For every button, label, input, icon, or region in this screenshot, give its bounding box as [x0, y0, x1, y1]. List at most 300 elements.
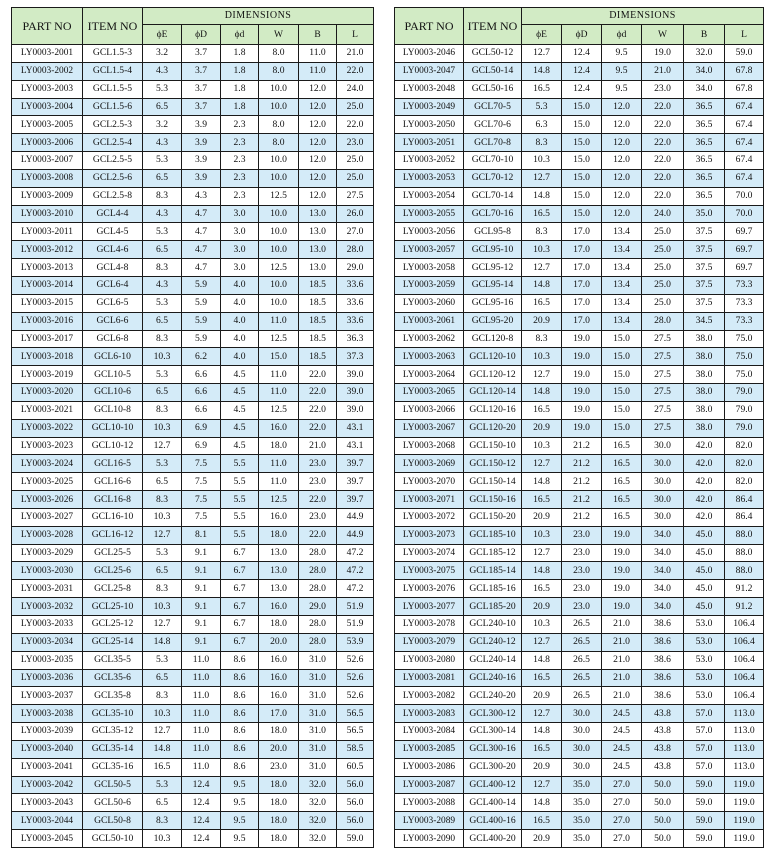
dim-d-inner-cell: 16.5 [602, 491, 642, 509]
table-row [395, 366, 764, 384]
dim-e-cell: 5.3 [143, 455, 182, 473]
dim-w-cell: 50.0 [642, 812, 684, 830]
dim-b-cell: 13.0 [299, 223, 337, 241]
dim-d-inner-cell: 9.5 [221, 794, 259, 812]
dim-l-cell: 67.4 [725, 116, 764, 134]
item-no-cell: GCL50-12 [464, 45, 522, 63]
dim-w-cell: 16.0 [259, 598, 299, 616]
dim-w-cell: 8.0 [259, 134, 299, 152]
dim-l-cell: 79.0 [725, 384, 764, 402]
part-no-cell: LY0003-2029 [12, 544, 83, 562]
dim-e-cell: 20.9 [522, 598, 562, 616]
dim-d-outer-cell: 15.0 [562, 116, 602, 134]
dim-l-cell: 44.9 [337, 508, 374, 526]
dim-w-cell: 50.0 [642, 830, 684, 848]
part-no-cell: LY0003-2025 [12, 473, 83, 491]
dim-b-cell: 42.0 [684, 455, 725, 473]
part-no-cell: LY0003-2065 [395, 384, 464, 402]
dim-d-inner-cell: 24.5 [602, 705, 642, 723]
dim-d-inner-cell: 19.0 [602, 598, 642, 616]
dim-e-cell: 5.3 [143, 152, 182, 170]
dim-d-outer-cell: 4.3 [182, 187, 221, 205]
dim-b-cell: 37.5 [684, 223, 725, 241]
dim-d-inner-cell: 6.7 [221, 544, 259, 562]
dim-b-cell: 12.0 [299, 187, 337, 205]
dim-d-outer-cell: 19.0 [562, 384, 602, 402]
part-no-cell: LY0003-2070 [395, 473, 464, 491]
dim-d-outer-cell: 3.9 [182, 169, 221, 187]
table-row [395, 473, 764, 491]
dim-d-outer-cell: 7.5 [182, 491, 221, 509]
dim-l-cell: 119.0 [725, 830, 764, 848]
dim-l-cell: 56.5 [337, 705, 374, 723]
part-no-cell: LY0003-2013 [12, 259, 83, 277]
dim-e-cell: 8.3 [143, 259, 182, 277]
dim-e-cell: 12.7 [522, 544, 562, 562]
part-no-cell: LY0003-2074 [395, 544, 464, 562]
dim-b-cell: 36.5 [684, 134, 725, 152]
dim-l-cell: 27.5 [337, 187, 374, 205]
dim-l-cell: 39.7 [337, 491, 374, 509]
dim-w-cell: 25.0 [642, 294, 684, 312]
dim-w-cell: 25.0 [642, 276, 684, 294]
table-row [395, 241, 764, 259]
dim-w-cell: 27.5 [642, 384, 684, 402]
dim-d-outer-cell: 15.0 [562, 187, 602, 205]
dim-w-cell: 34.0 [642, 580, 684, 598]
dim-d-outer-cell: 19.0 [562, 401, 602, 419]
dim-w-cell: 12.5 [259, 491, 299, 509]
dim-e-cell: 20.9 [522, 687, 562, 705]
part-no-cell: LY0003-2036 [12, 669, 83, 687]
dim-e-cell: 12.7 [522, 776, 562, 794]
item-no-cell: GCL150-10 [464, 437, 522, 455]
item-no-cell: GCL6-6 [83, 312, 143, 330]
dim-d-outer-cell: 4.7 [182, 241, 221, 259]
dim-d-outer-cell: 4.7 [182, 223, 221, 241]
dim-d-outer-cell: 11.0 [182, 723, 221, 741]
dim-e-cell: 14.8 [522, 723, 562, 741]
dim-w-cell: 11.0 [259, 366, 299, 384]
dim-w-cell: 18.0 [259, 723, 299, 741]
part-no-cell: LY0003-2017 [12, 330, 83, 348]
part-no-cell: LY0003-2009 [12, 187, 83, 205]
dim-e-cell: 12.7 [143, 526, 182, 544]
table-row [395, 544, 764, 562]
part-no-cell: LY0003-2038 [12, 705, 83, 723]
item-no-cell: GCL70-8 [464, 134, 522, 152]
dim-w-cell: 38.6 [642, 616, 684, 634]
dim-w-cell: 8.0 [259, 45, 299, 63]
table-row [12, 562, 374, 580]
part-no-cell: LY0003-2050 [395, 116, 464, 134]
dim-b-cell: 35.0 [684, 205, 725, 223]
part-no-cell: LY0003-2004 [12, 98, 83, 116]
dim-d-inner-cell: 24.5 [602, 758, 642, 776]
dim-d-outer-cell: 23.0 [562, 562, 602, 580]
dim-d-outer-cell: 21.2 [562, 473, 602, 491]
dim-d-inner-cell: 15.0 [602, 401, 642, 419]
dim-d-outer-cell: 3.9 [182, 116, 221, 134]
dim-b-cell: 38.0 [684, 366, 725, 384]
dim-d-outer-cell: 12.4 [182, 812, 221, 830]
dim-d-outer-cell: 9.1 [182, 580, 221, 598]
dim-b-cell: 22.0 [299, 384, 337, 402]
dim-w-cell: 27.5 [642, 366, 684, 384]
dim-e-cell: 5.3 [143, 294, 182, 312]
dim-e-cell: 14.8 [522, 384, 562, 402]
dim-l-cell: 69.7 [725, 241, 764, 259]
table-row [395, 205, 764, 223]
part-no-cell: LY0003-2066 [395, 401, 464, 419]
dim-w-cell: 50.0 [642, 776, 684, 794]
header-col-b: B [684, 25, 725, 45]
dim-e-cell: 5.3 [143, 80, 182, 98]
table-row [12, 616, 374, 634]
part-no-cell: LY0003-2061 [395, 312, 464, 330]
dim-d-inner-cell: 9.5 [221, 830, 259, 848]
dim-b-cell: 59.0 [684, 794, 725, 812]
item-no-cell: GCL16-12 [83, 526, 143, 544]
dim-d-inner-cell: 13.4 [602, 241, 642, 259]
dim-d-inner-cell: 19.0 [602, 580, 642, 598]
dim-d-outer-cell: 9.1 [182, 544, 221, 562]
dim-b-cell: 23.0 [299, 455, 337, 473]
part-no-cell: LY0003-2078 [395, 616, 464, 634]
part-no-cell: LY0003-2085 [395, 740, 464, 758]
dim-d-outer-cell: 11.0 [182, 669, 221, 687]
table-row [395, 134, 764, 152]
dim-e-cell: 5.3 [522, 98, 562, 116]
item-no-cell: GCL400-16 [464, 812, 522, 830]
item-no-cell: GCL240-20 [464, 687, 522, 705]
table-row [12, 187, 374, 205]
dim-b-cell: 34.5 [684, 312, 725, 330]
dim-l-cell: 58.5 [337, 740, 374, 758]
dim-b-cell: 53.0 [684, 633, 725, 651]
item-no-cell: GCL240-14 [464, 651, 522, 669]
dim-w-cell: 18.0 [259, 812, 299, 830]
item-no-cell: GCL10-6 [83, 384, 143, 402]
table-row [12, 544, 374, 562]
dim-b-cell: 28.0 [299, 544, 337, 562]
dim-w-cell: 27.5 [642, 401, 684, 419]
dim-d-inner-cell: 3.0 [221, 205, 259, 223]
dim-d-inner-cell: 21.0 [602, 669, 642, 687]
dim-w-cell: 18.0 [259, 616, 299, 634]
spec-sheet [11, 7, 763, 844]
dim-b-cell: 45.0 [684, 598, 725, 616]
dim-d-outer-cell: 5.9 [182, 312, 221, 330]
item-no-cell: GCL4-5 [83, 223, 143, 241]
dim-d-outer-cell: 3.7 [182, 62, 221, 80]
table-row [395, 276, 764, 294]
dim-l-cell: 43.1 [337, 437, 374, 455]
header-col-d-inner: ϕd [221, 25, 259, 45]
dim-b-cell: 45.0 [684, 526, 725, 544]
dim-e-cell: 4.3 [143, 205, 182, 223]
dim-w-cell: 18.0 [259, 794, 299, 812]
item-no-cell: GCL240-10 [464, 616, 522, 634]
dim-w-cell: 25.0 [642, 223, 684, 241]
dim-b-cell: 22.0 [299, 401, 337, 419]
dim-d-inner-cell: 8.6 [221, 687, 259, 705]
table-row [12, 473, 374, 491]
dim-l-cell: 29.0 [337, 259, 374, 277]
dim-e-cell: 4.3 [143, 62, 182, 80]
part-no-cell: LY0003-2077 [395, 598, 464, 616]
dim-d-inner-cell: 15.0 [602, 366, 642, 384]
dim-l-cell: 82.0 [725, 455, 764, 473]
dim-e-cell: 6.5 [143, 241, 182, 259]
part-no-cell: LY0003-2034 [12, 633, 83, 651]
dim-d-inner-cell: 1.8 [221, 62, 259, 80]
table-row [12, 526, 374, 544]
dim-d-inner-cell: 12.0 [602, 116, 642, 134]
dim-e-cell: 8.3 [143, 401, 182, 419]
part-no-cell: LY0003-2075 [395, 562, 464, 580]
dim-w-cell: 19.0 [642, 45, 684, 63]
dim-w-cell: 20.0 [259, 740, 299, 758]
dim-l-cell: 113.0 [725, 705, 764, 723]
dim-d-inner-cell: 27.0 [602, 776, 642, 794]
dim-e-cell: 5.3 [143, 223, 182, 241]
dim-w-cell: 8.0 [259, 116, 299, 134]
item-no-cell: GCL2.5-5 [83, 152, 143, 170]
dim-d-inner-cell: 6.7 [221, 562, 259, 580]
item-no-cell: GCL150-12 [464, 455, 522, 473]
dim-d-outer-cell: 6.2 [182, 348, 221, 366]
table-row [395, 116, 764, 134]
item-no-cell: GCL120-12 [464, 366, 522, 384]
table-row [12, 134, 374, 152]
item-no-cell: GCL185-16 [464, 580, 522, 598]
dim-d-inner-cell: 6.7 [221, 580, 259, 598]
part-no-cell: LY0003-2047 [395, 62, 464, 80]
dim-d-outer-cell: 35.0 [562, 776, 602, 794]
dim-l-cell: 79.0 [725, 401, 764, 419]
table-row [395, 45, 764, 63]
part-no-cell: LY0003-2015 [12, 294, 83, 312]
item-no-cell: GCL120-16 [464, 401, 522, 419]
table-row [395, 526, 764, 544]
table-row [395, 580, 764, 598]
item-no-cell: GCL185-14 [464, 562, 522, 580]
dim-b-cell: 13.0 [299, 205, 337, 223]
part-no-cell: LY0003-2041 [12, 758, 83, 776]
table-row [12, 437, 374, 455]
item-no-cell: GCL35-16 [83, 758, 143, 776]
table-row [12, 98, 374, 116]
item-no-cell: GCL120-10 [464, 348, 522, 366]
item-no-cell: GCL95-20 [464, 312, 522, 330]
part-no-cell: LY0003-2046 [395, 45, 464, 63]
dim-w-cell: 10.0 [259, 241, 299, 259]
dim-w-cell: 22.0 [642, 116, 684, 134]
dim-d-outer-cell: 17.0 [562, 312, 602, 330]
dim-d-outer-cell: 7.5 [182, 455, 221, 473]
dim-l-cell: 36.3 [337, 330, 374, 348]
part-no-cell: LY0003-2006 [12, 134, 83, 152]
dim-l-cell: 51.9 [337, 598, 374, 616]
dim-l-cell: 26.0 [337, 205, 374, 223]
part-no-cell: LY0003-2060 [395, 294, 464, 312]
table-row [12, 294, 374, 312]
dim-d-outer-cell: 17.0 [562, 259, 602, 277]
part-no-cell: LY0003-2071 [395, 491, 464, 509]
dim-d-outer-cell: 11.0 [182, 740, 221, 758]
header-col-d-inner: ϕd [602, 25, 642, 45]
dim-d-outer-cell: 3.7 [182, 45, 221, 63]
dim-d-outer-cell: 11.0 [182, 687, 221, 705]
dim-d-outer-cell: 23.0 [562, 580, 602, 598]
part-no-cell: LY0003-2043 [12, 794, 83, 812]
dim-e-cell: 8.3 [143, 330, 182, 348]
dim-l-cell: 79.0 [725, 419, 764, 437]
dim-l-cell: 67.8 [725, 62, 764, 80]
dim-w-cell: 16.0 [259, 419, 299, 437]
dim-l-cell: 82.0 [725, 437, 764, 455]
dim-b-cell: 11.0 [299, 62, 337, 80]
dim-e-cell: 14.8 [522, 62, 562, 80]
dim-w-cell: 27.5 [642, 330, 684, 348]
header-col-d-outer: ϕD [562, 25, 602, 45]
item-no-cell: GCL120-14 [464, 384, 522, 402]
dim-d-outer-cell: 19.0 [562, 419, 602, 437]
dim-w-cell: 10.0 [259, 294, 299, 312]
part-no-cell: LY0003-2003 [12, 80, 83, 98]
dim-e-cell: 20.9 [522, 758, 562, 776]
table-row [395, 669, 764, 687]
dim-l-cell: 67.4 [725, 169, 764, 187]
dim-e-cell: 10.3 [522, 526, 562, 544]
table-row [12, 669, 374, 687]
dim-b-cell: 53.0 [684, 651, 725, 669]
dim-e-cell: 20.9 [522, 508, 562, 526]
dim-e-cell: 10.3 [522, 437, 562, 455]
item-no-cell: GCL300-16 [464, 740, 522, 758]
part-no-cell: LY0003-2068 [395, 437, 464, 455]
dim-e-cell: 14.8 [143, 740, 182, 758]
table-row [12, 723, 374, 741]
dim-l-cell: 70.0 [725, 205, 764, 223]
table-row [12, 830, 374, 848]
dim-e-cell: 20.9 [522, 419, 562, 437]
dim-d-outer-cell: 15.0 [562, 169, 602, 187]
dim-e-cell: 10.3 [143, 830, 182, 848]
dim-d-inner-cell: 27.0 [602, 794, 642, 812]
dim-l-cell: 53.9 [337, 633, 374, 651]
dim-b-cell: 21.0 [299, 437, 337, 455]
table-row [395, 384, 764, 402]
dim-b-cell: 59.0 [684, 830, 725, 848]
item-no-cell: GCL185-10 [464, 526, 522, 544]
dim-e-cell: 5.3 [143, 776, 182, 794]
part-no-cell: LY0003-2086 [395, 758, 464, 776]
dim-w-cell: 18.0 [259, 776, 299, 794]
dim-d-inner-cell: 8.6 [221, 758, 259, 776]
dim-d-outer-cell: 26.5 [562, 633, 602, 651]
item-no-cell: GCL35-8 [83, 687, 143, 705]
dim-l-cell: 51.9 [337, 616, 374, 634]
dim-e-cell: 12.7 [143, 723, 182, 741]
part-no-cell: LY0003-2090 [395, 830, 464, 848]
dim-d-outer-cell: 3.9 [182, 152, 221, 170]
item-no-cell: GCL35-5 [83, 651, 143, 669]
spec-table-left [11, 7, 374, 848]
dim-e-cell: 12.7 [522, 455, 562, 473]
dim-l-cell: 28.0 [337, 241, 374, 259]
dim-b-cell: 53.0 [684, 669, 725, 687]
dim-b-cell: 38.0 [684, 330, 725, 348]
table-row [395, 437, 764, 455]
item-no-cell: GCL50-6 [83, 794, 143, 812]
dim-d-inner-cell: 12.0 [602, 134, 642, 152]
dim-e-cell: 14.8 [522, 187, 562, 205]
dim-d-inner-cell: 24.5 [602, 740, 642, 758]
item-no-cell: GCL16-10 [83, 508, 143, 526]
item-no-cell: GCL35-10 [83, 705, 143, 723]
part-no-cell: LY0003-2026 [12, 491, 83, 509]
dim-l-cell: 73.3 [725, 276, 764, 294]
dim-l-cell: 60.5 [337, 758, 374, 776]
dim-l-cell: 75.0 [725, 366, 764, 384]
item-no-cell: GCL6-10 [83, 348, 143, 366]
dim-d-outer-cell: 26.5 [562, 651, 602, 669]
dim-w-cell: 34.0 [642, 598, 684, 616]
dim-l-cell: 91.2 [725, 580, 764, 598]
dim-d-inner-cell: 2.3 [221, 116, 259, 134]
item-no-cell: GCL4-4 [83, 205, 143, 223]
header-col-e: ϕE [522, 25, 562, 45]
dim-d-inner-cell: 3.0 [221, 241, 259, 259]
dim-w-cell: 30.0 [642, 473, 684, 491]
dim-d-outer-cell: 21.2 [562, 491, 602, 509]
part-no-cell: LY0003-2033 [12, 616, 83, 634]
dim-b-cell: 18.5 [299, 294, 337, 312]
dim-d-inner-cell: 4.0 [221, 294, 259, 312]
dim-l-cell: 24.0 [337, 80, 374, 98]
dim-d-outer-cell: 17.0 [562, 223, 602, 241]
dim-d-inner-cell: 6.7 [221, 616, 259, 634]
item-no-cell: GCL400-12 [464, 776, 522, 794]
dim-w-cell: 18.0 [259, 437, 299, 455]
part-no-cell: LY0003-2010 [12, 205, 83, 223]
dim-d-outer-cell: 5.9 [182, 330, 221, 348]
table-row [12, 276, 374, 294]
dim-l-cell: 33.6 [337, 312, 374, 330]
dim-w-cell: 11.0 [259, 312, 299, 330]
dim-e-cell: 16.5 [522, 294, 562, 312]
part-no-cell: LY0003-2089 [395, 812, 464, 830]
dim-l-cell: 47.2 [337, 544, 374, 562]
dim-b-cell: 12.0 [299, 98, 337, 116]
dim-d-inner-cell: 19.0 [602, 562, 642, 580]
dim-d-outer-cell: 11.0 [182, 705, 221, 723]
item-no-cell: GCL120-8 [464, 330, 522, 348]
dim-b-cell: 31.0 [299, 651, 337, 669]
part-no-cell: LY0003-2030 [12, 562, 83, 580]
dim-b-cell: 31.0 [299, 705, 337, 723]
dim-w-cell: 16.0 [259, 669, 299, 687]
dim-w-cell: 8.0 [259, 62, 299, 80]
dim-d-outer-cell: 9.1 [182, 616, 221, 634]
dim-d-inner-cell: 15.0 [602, 348, 642, 366]
table-row [395, 758, 764, 776]
item-no-cell: GCL95-12 [464, 259, 522, 277]
dim-w-cell: 23.0 [642, 80, 684, 98]
dim-e-cell: 12.7 [522, 169, 562, 187]
